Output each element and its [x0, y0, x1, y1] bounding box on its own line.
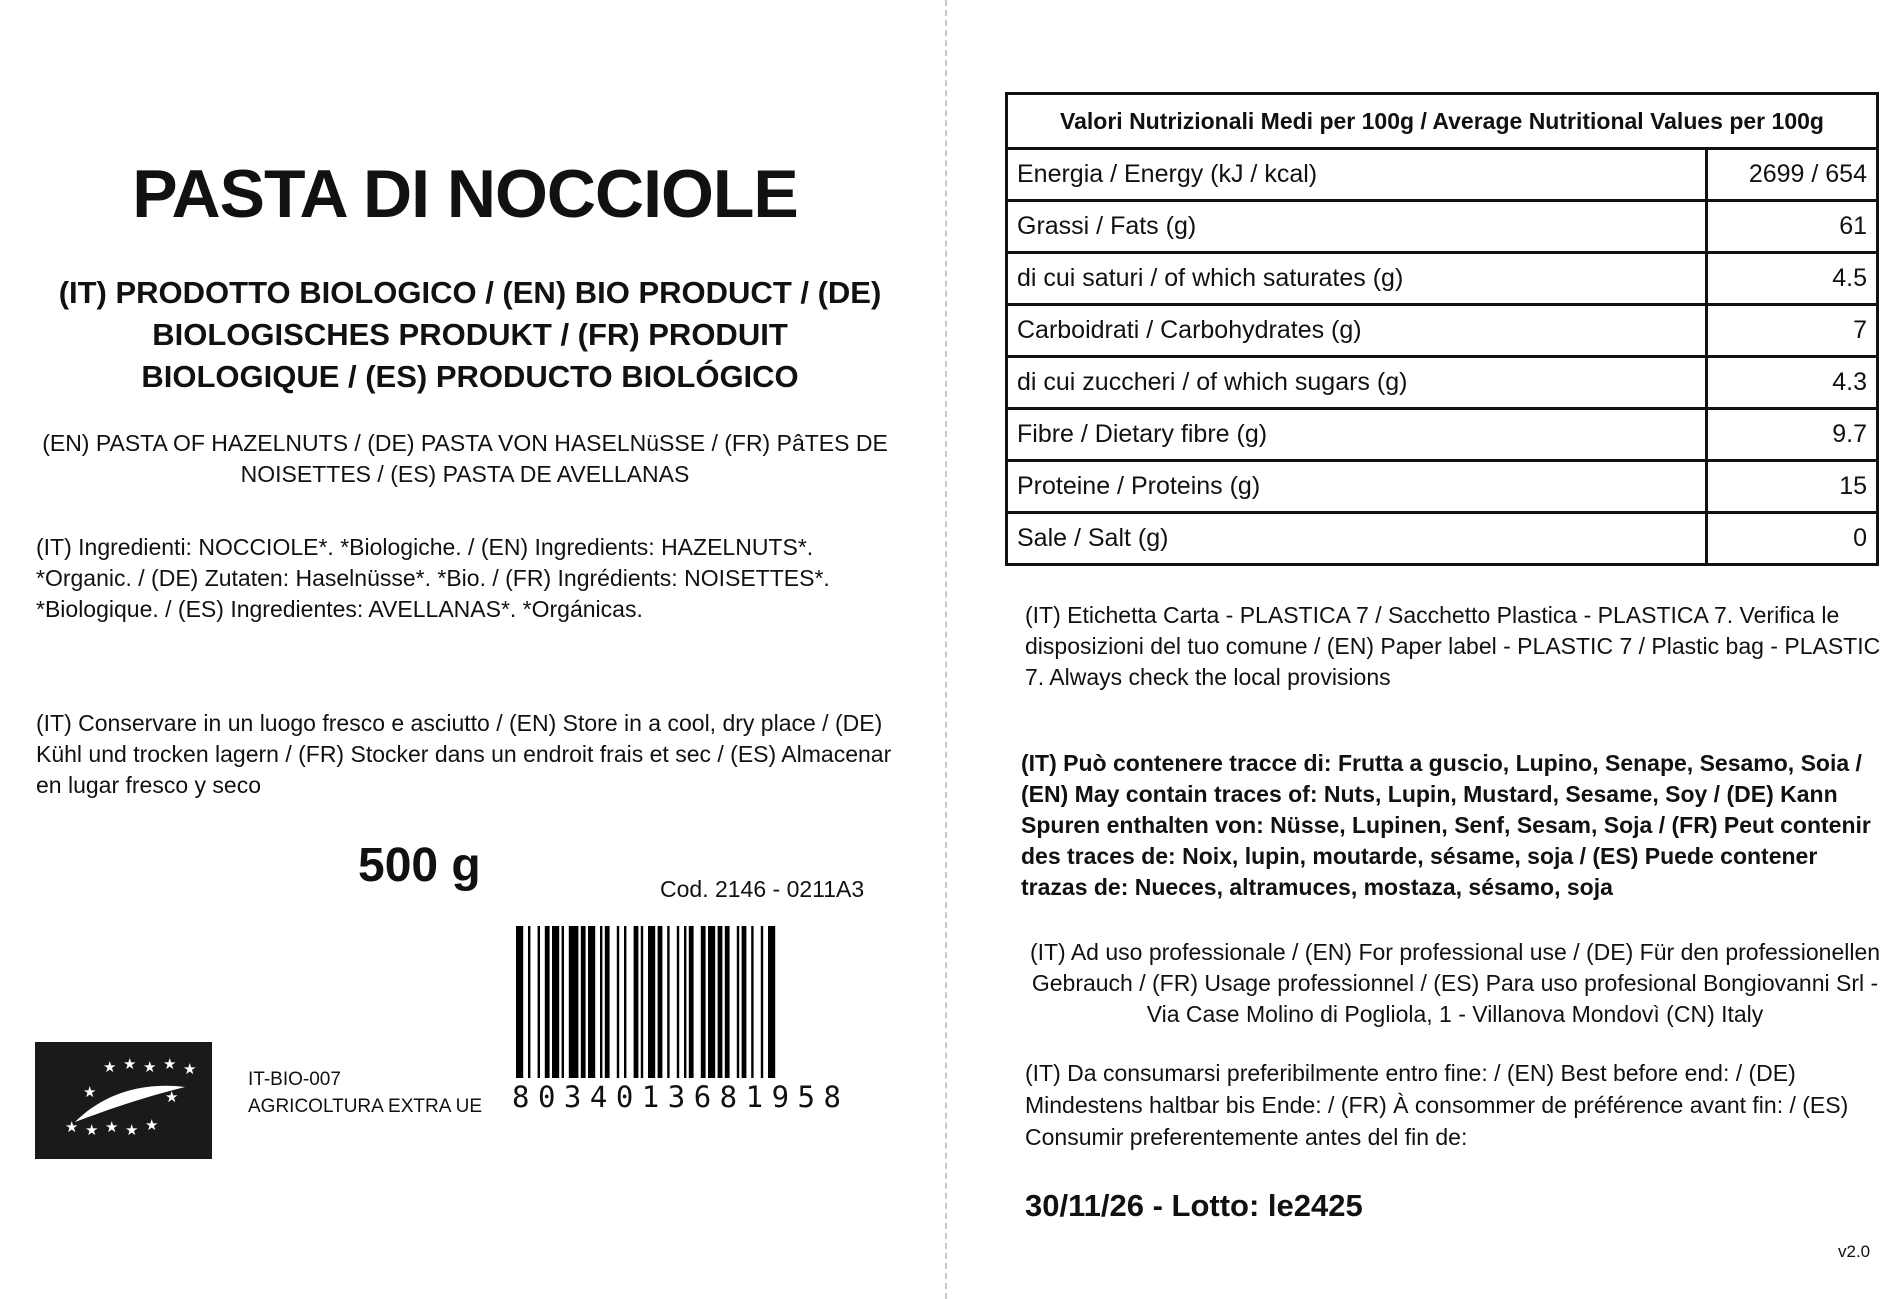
barcode-bar [768, 926, 775, 1078]
svg-text:★: ★ [85, 1121, 99, 1139]
barcode-bar [545, 926, 550, 1078]
cert-origin: AGRICOLTURA EXTRA UE [248, 1096, 483, 1117]
svg-text:★: ★ [65, 1118, 79, 1136]
eu-organic-leaf-icon [35, 1042, 212, 1159]
barcode-bar [658, 926, 663, 1078]
nutrient-label: Energia / Energy (kJ / kcal) [1007, 149, 1707, 201]
barcode-number: 8034013681958 [512, 1080, 850, 1114]
nutrient-value: 2699 / 654 [1707, 149, 1878, 201]
barcode-bar [737, 926, 739, 1078]
barcode-bar [742, 926, 747, 1078]
barcode-bar [634, 926, 639, 1078]
table-row [1007, 357, 1878, 409]
nutrition-header: Valori Nutrizionali Medi per 100g / Average Nutritional Values per 100g [1007, 94, 1878, 149]
nutrient-label: Fibre / Dietary fibre (g) [1007, 409, 1707, 461]
barcode-bar [718, 926, 723, 1078]
product-code: Cod. 2146 - 0211A3 [660, 876, 865, 902]
expiry-lot: 30/11/26 - Lotto: le2425 [1025, 1188, 1363, 1223]
net-weight: 500 g [358, 839, 481, 892]
barcode-bar [648, 926, 655, 1078]
barcode-bar [617, 926, 619, 1078]
nutrient-label: di cui saturi / of which saturates (g) [1007, 253, 1707, 305]
nutrient-label: Carboidrati / Carbohydrates (g) [1007, 305, 1707, 357]
product-title: PASTA DI NOCCIOLE [132, 156, 798, 232]
svg-text:★: ★ [163, 1055, 177, 1073]
disposal-info: (IT) Etichetta Carta - PLASTICA 7 / Sacchetto Plastica - PLASTICA 7. Verifica le disposizioni del tuo comune / (EN) Paper label - PLASTIC 7 / Plastic bag - PLASTIC 7. Always check the local provisions [1025, 602, 1881, 690]
nutrient-value: 7 [1707, 305, 1878, 357]
svg-text:★: ★ [105, 1118, 119, 1136]
nutrient-label: di cui zuccheri / of which sugars (g) [1007, 357, 1707, 409]
table-row [1007, 201, 1878, 253]
barcode-bar [708, 926, 715, 1078]
barcode-bar [516, 926, 523, 1078]
svg-text:★: ★ [125, 1121, 139, 1139]
barcode-bar [641, 926, 643, 1078]
barcode-bar [581, 926, 586, 1078]
best-before-text: (IT) Da consumarsi preferibilmente entro fine: / (EN) Best before end: / (DE) Mindestens haltbar bis Ende: / (FR) À consommer de préférence avant fin: / (ES) Consumir preferentemente antes del fin de: [1025, 1060, 1849, 1150]
nutrition-table [1005, 92, 1879, 566]
barcode-bar [588, 926, 595, 1078]
table-row [1007, 461, 1878, 513]
table-row [1007, 305, 1878, 357]
table-row [1007, 513, 1878, 565]
svg-text:★: ★ [103, 1058, 117, 1076]
cert-code: IT-BIO-007 [248, 1069, 341, 1090]
table-row [1007, 149, 1878, 201]
barcode-bar [701, 926, 706, 1078]
table-row [1007, 409, 1878, 461]
version-label: v2.0 [1838, 1242, 1871, 1261]
nutrient-value: 9.7 [1707, 409, 1878, 461]
barcode-bar [689, 926, 694, 1078]
barcode-bar [569, 926, 579, 1078]
nutrient-value: 15 [1707, 461, 1878, 513]
nutrient-value: 4.5 [1707, 253, 1878, 305]
svg-text:★: ★ [165, 1088, 179, 1106]
barcode-bar [538, 926, 540, 1078]
table-row [1007, 253, 1878, 305]
barcode [514, 926, 904, 1078]
nutrient-value: 4.3 [1707, 357, 1878, 409]
barcode-bar [761, 926, 763, 1078]
nutrient-label: Proteine / Proteins (g) [1007, 461, 1707, 513]
professional-use-info: (IT) Ad uso professionale / (EN) For professional use / (DE) Für den professionellen Gebrauch / (FR) Usage professionnel / (ES) Para uso profesional Bongiovanni Srl - Via Case Molino di Pogliola, 1 - Villanova Mondovì (CN) Italy [1029, 939, 1881, 1027]
nutrient-value: 0 [1707, 513, 1878, 565]
barcode-bar [600, 926, 602, 1078]
barcode-bar [667, 926, 669, 1078]
nutrient-value: 61 [1707, 201, 1878, 253]
product-name-translations: (EN) PASTA OF HAZELNUTS / (DE) PASTA VON HASELNüSSE / (FR) PâTES DE NOISETTES / (ES) PASTA DE AVELLANAS [42, 430, 888, 487]
barcode-bar [552, 926, 559, 1078]
organic-certification [248, 1066, 482, 1120]
barcode-bar [562, 926, 564, 1078]
barcode-bar [684, 926, 686, 1078]
svg-text:★: ★ [83, 1083, 97, 1101]
svg-text:★: ★ [143, 1058, 157, 1076]
ingredients-text: (IT) Ingredienti: NOCCIOLE*. *Biologiche. / (EN) Ingredients: HAZELNUTS*. *Organic. / (DE) Zutaten: Haselnüsse*. *Bio. / (FR) Ingrédients: NOISETTES*. *Biologique. / (ES) Ingredientes: AVELLANAS*. *Orgánicas. [36, 534, 830, 622]
barcode-bar [605, 926, 610, 1078]
fold-divider [945, 0, 947, 1299]
barcode-bar [751, 926, 753, 1078]
nutrient-label: Sale / Salt (g) [1007, 513, 1707, 565]
barcode-bar [624, 926, 626, 1078]
barcode-bar [528, 926, 530, 1078]
svg-text:★: ★ [183, 1060, 197, 1078]
svg-text:★: ★ [123, 1055, 137, 1073]
organic-subtitle: (IT) PRODOTTO BIOLOGICO / (EN) BIO PRODUCT / (DE) BIOLOGISCHES PRODUKT / (FR) PRODUIT BIOLOGIQUE / (ES) PRODUCTO BIOLÓGICO [58, 275, 882, 394]
storage-instructions: (IT) Conservare in un luogo fresco e asciutto / (EN) Store in a cool, dry place / (DE) Kühl und trocken lagern / (FR) Stocker dans un endroit frais et sec / (ES) Almacenar en lugar fresco y seco [36, 710, 892, 798]
nutrient-label: Grassi / Fats (g) [1007, 201, 1707, 253]
allergen-warning: (IT) Può contenere tracce di: Frutta a guscio, Lupino, Senape, Sesamo, Soia / (EN) May contain traces of: Nuts, Lupin, Mustard, Sesame, Soy / (DE) Kann Spuren enthalten von: Nüsse, Lupinen, Senf, Sesam, Soja / (FR) Peut contenir des traces de: Noix, lupin, moutarde, sésame, soja / (ES) Puede contener trazas de: Nueces, altramuces, mostaza, sésamo, soja [1021, 750, 1871, 900]
svg-text:★: ★ [145, 1116, 159, 1134]
barcode-bar [677, 926, 679, 1078]
barcode-bar [725, 926, 730, 1078]
